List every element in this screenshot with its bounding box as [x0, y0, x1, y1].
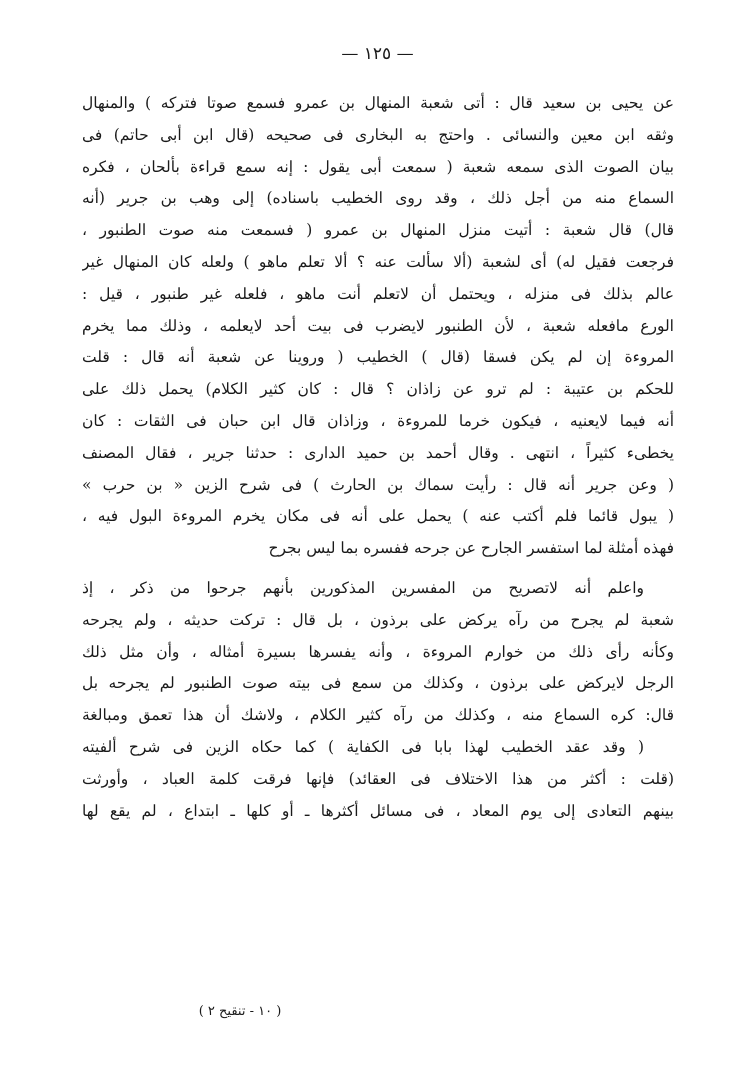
- text-line: وثقه ابن معين والنسائى . واحتج به البخارى فى صحيحه (قال ابن أبى حاتم) فى: [82, 125, 674, 144]
- text-line: الرجل لايركض على برذون ، وكذلك من سمع فى بيته صوت الطنبور لم يجرحه بل: [82, 674, 674, 693]
- text-line: المروءة إن لم يكن فسقا (قال ) الخطيب ( وروينا عن شعبة أنه قال : قلت: [82, 348, 674, 367]
- text-line: ( وقد عقد الخطيب لهذا بابا فى الكفاية ) كما حكاه الزين فى شرح ألفيته: [82, 737, 644, 756]
- text-line: أنه فيما لايعنيه ، فيكون خرما للمروءة ، وزاذان قال ابن حبان فى الثقات : كان: [82, 411, 674, 430]
- text-line: للحكم بن عتيبة : لم ترو عن زاذان ؟ قال : كان كثير الكلام) يحمل ذلك على: [82, 380, 674, 399]
- text-line: السماع منه من أجل ذلك ، وقد روى الخطيب باسناده) إلى وهب بن جرير (أنه: [82, 189, 674, 208]
- text-line: قال: كره السماع منه ، وكذلك من رآه كثير الكلام ، ولاشك أن هذا تعمق ومبالغة: [82, 706, 674, 725]
- text-line: يخطىء كثيراً ، انتهى . وقال أحمد بن حميد الدارى : حدثنا جرير ، فقال المصنف: [82, 443, 674, 462]
- paragraph-gap: [82, 565, 674, 573]
- text-line: بيان الصوت الذى سمعه شعبة ( سمعت أبى يقول : إنه سمع قراءة بألحان ، فكره: [82, 157, 674, 176]
- text-line: الورع مافعله شعبة ، لأن الطنبور لايضرب فى بيت أحد لايعلمه ، وذلك مما يخرم: [82, 316, 674, 335]
- text-line: قال) قال شعبة : أتيت منزل المنهال بن عمرو ( فسمعت منه صوت الطنبور ،: [82, 221, 674, 240]
- text-line: عن يحيى بن سعيد قال : أتى شعبة المنهال بن عمرو فسمع صوتا فتركه ) والمنهال: [82, 94, 674, 112]
- text-line: شعبة لم يجرح من رآه يركض على برذون ، بل قال : تركت حديثه ، ولم يجرحه: [82, 610, 674, 629]
- text-line: ( يبول قائما فلم أكتب عنه ) يحمل على أنه فى مكان يخرم المروءة البول فيه ،: [82, 507, 674, 526]
- text-line: ( وعن جرير أنه قال : رأيت سماك بن الحارث ) فى شرح الزين « بن حرب »: [82, 475, 674, 494]
- printer-signature: ( ١٠ - تنقيح ٢ ): [198, 1004, 282, 1019]
- text-line: واعلم أنه لاتصريح من المفسرين المذكورين بأنهم جرحوا من ذكر ، إذ: [82, 578, 644, 597]
- text-line: (قلت : أكثر من هذا الاختلاف فى العقائد) فإنها فرقت كلمة العباد ، وأورثت: [82, 769, 674, 788]
- paragraph: [82, 573, 674, 732]
- text-line: عالم بذلك فى منزله ، ويحتمل أن لاتعلم أنت ماهو ، فلعله غير طنبور ، قيل :: [82, 284, 674, 303]
- page-number: — ١٢٥ —: [341, 44, 414, 64]
- paragraph: [82, 88, 674, 565]
- text-line: بينهم التعادى إلى يوم المعاد ، فى مسائل أكثرها ـ أو كلها ـ ابتداع ، لم يقع لها: [82, 801, 674, 820]
- paragraph: [82, 732, 674, 827]
- body-text: [82, 88, 674, 827]
- text-line: فهذه أمثلة لما استفسر الجارح عن جرحه ففسره بما ليس بجرح: [268, 539, 674, 558]
- text-line: فرجعت فقيل له) أى لشعبة (ألا سألت عنه ؟ ألا تعلم ماهو ) ولعله كان المنهال غير: [82, 252, 674, 271]
- text-line: وكأنه رأى ذلك من خوارم المروءة ، وأنه يفسرها بسيرة أمثاله ، وأن مثل ذلك: [82, 642, 674, 661]
